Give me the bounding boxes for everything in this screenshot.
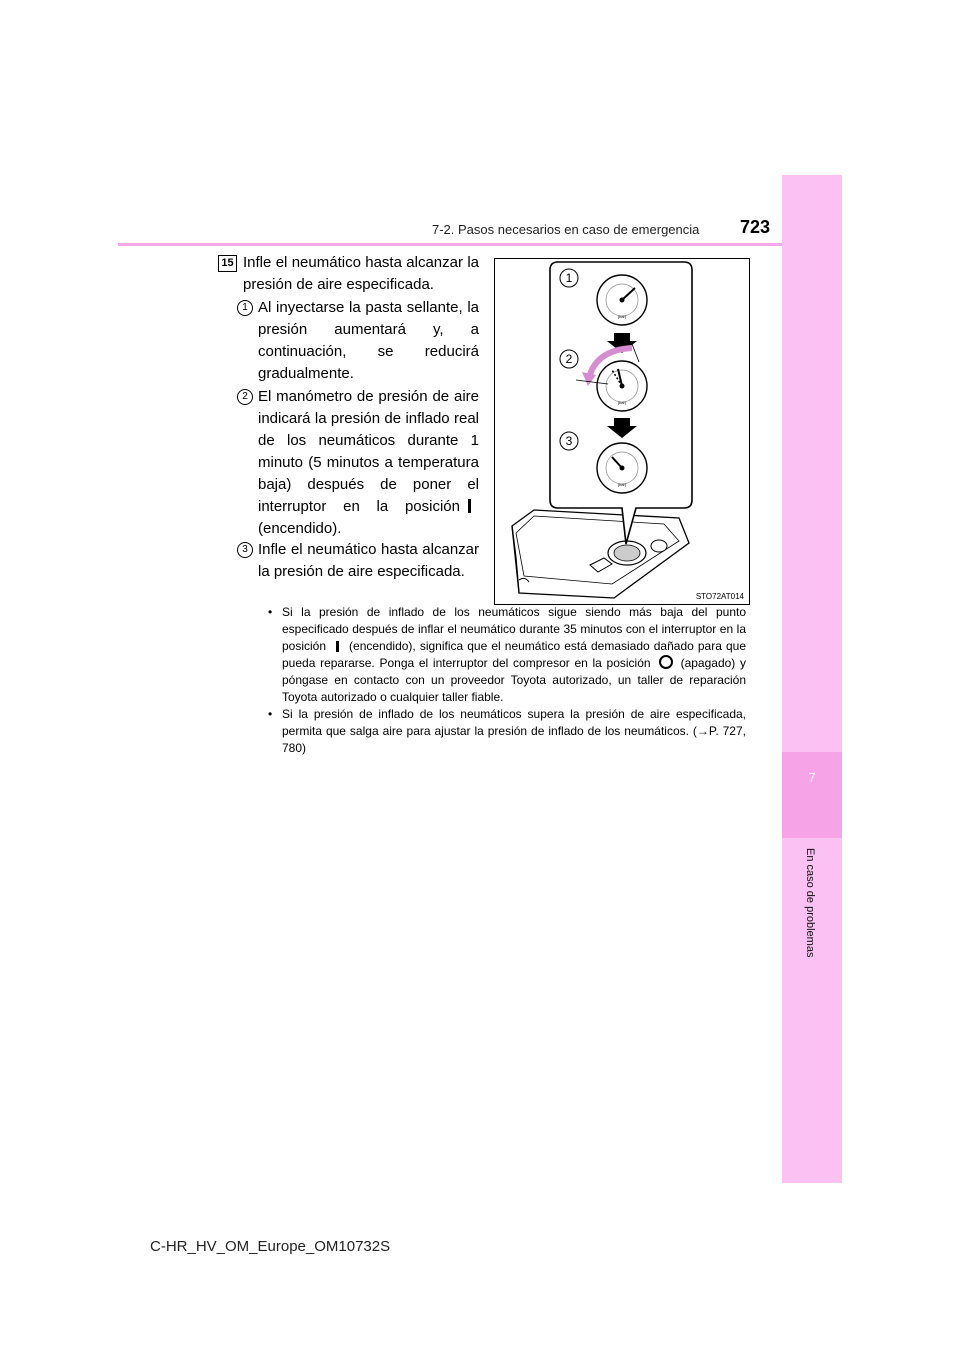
note-item: [268, 604, 746, 706]
step-number: 15: [218, 255, 237, 272]
power-off-symbol-icon: [659, 655, 673, 669]
note-1-part3: (apagado) y póngase en contacto con un proveedor Toyota autorizado, un taller de reparación Toyota autorizado o cualquier taller fiable.: [282, 656, 746, 704]
substep-2-number: 2: [237, 389, 253, 405]
chapter-tab-active: [782, 752, 842, 838]
substep-2-text-b: (encendido).: [258, 520, 342, 537]
callout-2: [560, 350, 578, 368]
note-item: [268, 706, 746, 757]
chapter-side-tab: [782, 175, 842, 1183]
substep-1-text: Al inyectarse la pasta sellante, la presión aumentará y, a continuación, se reducirá gradualmente.: [258, 299, 479, 382]
substep-1-number: 1: [237, 300, 253, 316]
note-2-text: Si la presión de inflado de los neumáticos supera la presión de aire especificada, permita que salga aire para ajustar la presión de inflado de los neumáticos. (→P. 727, 780): [282, 707, 746, 755]
chapter-title: En caso de problemas: [804, 848, 816, 958]
note-1-part1: Si la presión de inflado de los neumáticos sigue siendo más baja del punto especificado después de inflar el neumático durante 35 minutos con el interruptor en la posición: [282, 605, 746, 653]
power-on-symbol-icon: [468, 499, 471, 513]
gauge-3: [597, 443, 647, 493]
callout-3: [560, 432, 578, 450]
substep-3-number: 3: [237, 542, 253, 558]
callout-2-label: 2: [565, 352, 573, 366]
notes-list: [268, 604, 746, 757]
callout-1-label: 1: [565, 271, 573, 285]
figure-code: STO72AT014: [695, 592, 744, 601]
substep-2-text-a: El manómetro de presión de aire indicará la presión de inflado real de los neumáticos durante 1 minuto (5 minutos a temperatura baja) después de poner el interruptor en la posición: [258, 388, 479, 515]
chapter-number: 7: [808, 770, 816, 785]
substep-3-text: Infle el neumático hasta alcanzar la presión de aire especificada.: [258, 541, 479, 580]
compressor-gauge-illustration: [494, 258, 750, 605]
header-rule: [118, 243, 782, 246]
power-on-symbol-icon: [336, 641, 339, 652]
step-intro: Infle el neumático hasta alcanzar la presión de aire especificada.: [243, 254, 479, 293]
gauge-1: [597, 275, 647, 325]
gauge-1-unit: (bar): [617, 314, 627, 319]
gauge-3-unit: (bar): [617, 482, 627, 487]
callout-1: [560, 269, 578, 287]
document-code: C-HR_HV_OM_Europe_OM10732S: [150, 1238, 391, 1255]
substep-2-text: [258, 386, 479, 540]
gauge-2-unit: (bar): [617, 400, 627, 405]
chapter-title-wrap: [782, 848, 842, 968]
section-title: 7-2. Pasos necesarios en caso de emergencia: [432, 222, 700, 237]
page-number: 723: [740, 217, 771, 237]
callout-3-label: 3: [565, 434, 573, 448]
note-1-part2: (encendido), significa que el neumático está demasiado dañado para que pueda repararse. Ponga el interruptor del compresor en la posición: [282, 639, 746, 670]
